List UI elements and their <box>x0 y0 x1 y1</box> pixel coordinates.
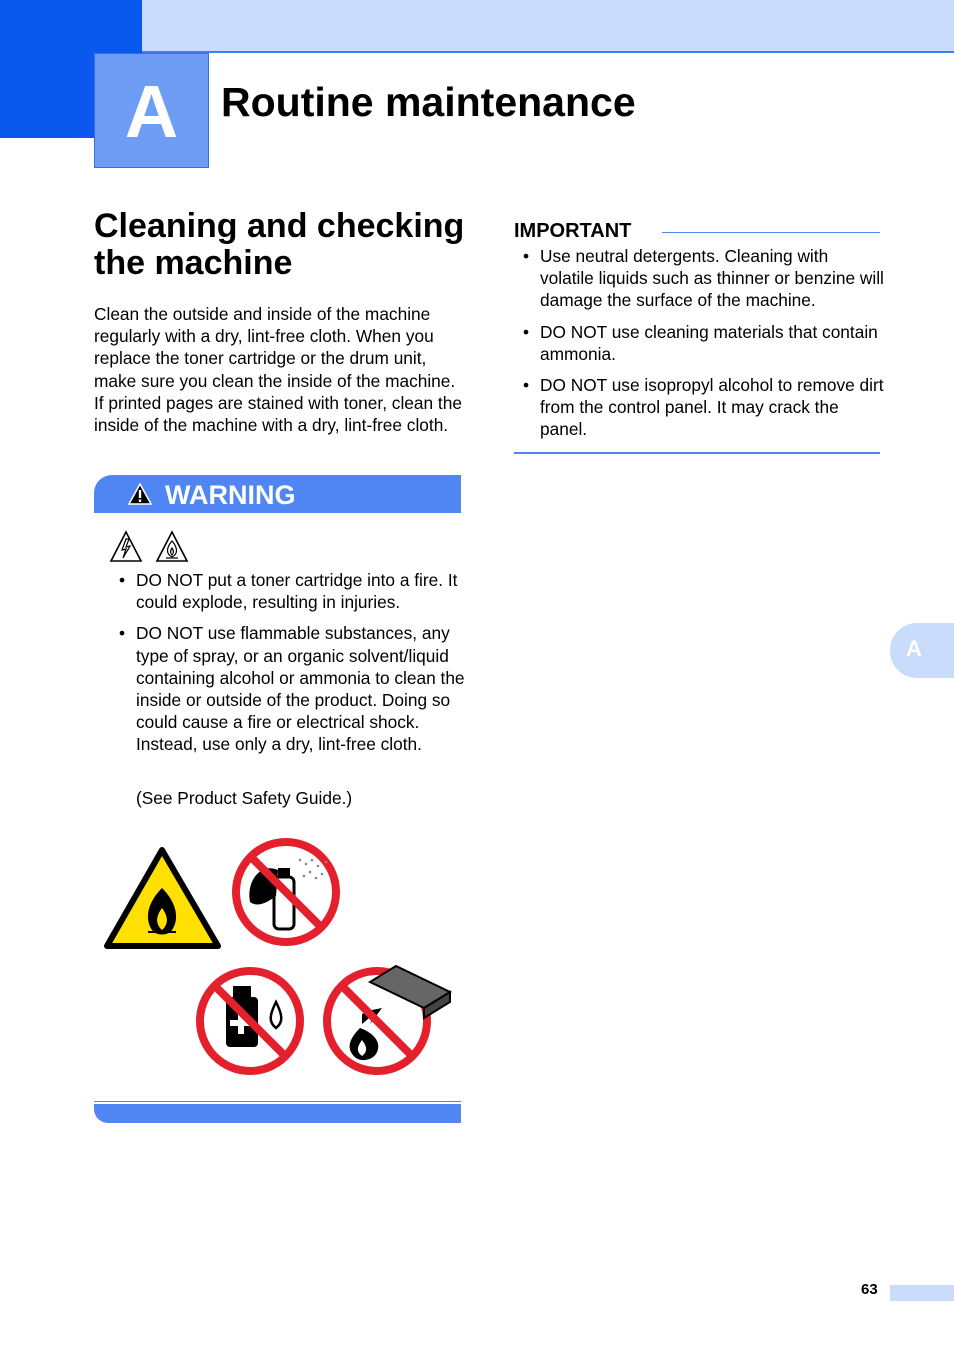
page-number: 63 <box>861 1281 878 1298</box>
warning-end-rule <box>94 1101 461 1102</box>
important-end-rule <box>514 452 880 454</box>
chapter-title: Routine maintenance <box>221 79 636 125</box>
safety-illustrations <box>100 832 460 1082</box>
intro-paragraph: Clean the outside and inside of the machine regularly with a dry, lint-free cloth. When you replace the toner cartridge or the drum unit, make sure you clean the inside of the machine. If printed pages are stained with toner, clean the inside of the machine with a dry, lint-free cloth. <box>94 304 462 436</box>
list-item: • DO NOT use isopropyl alcohol to remove dirt from the control panel. It may crack the panel. <box>498 374 884 441</box>
chapter-letter-box: A <box>94 53 209 168</box>
no-spray-sign <box>236 842 336 942</box>
list-item: • DO NOT put a toner cartridge into a fire. It could explode, resulting in injuries. <box>94 569 466 613</box>
warning-label: WARNING <box>165 480 296 510</box>
header-band <box>0 0 954 52</box>
warning-end-bar <box>94 1104 461 1123</box>
side-tab-label: A <box>906 636 922 661</box>
chapter-side-tab <box>890 623 954 678</box>
electrical-shock-hazard-icon <box>111 532 141 561</box>
warning-list <box>94 569 466 765</box>
warning-triangle-icon <box>128 483 152 505</box>
page-number-bar <box>890 1285 954 1301</box>
important-title: IMPORTANT <box>514 220 632 242</box>
no-solvent-sign <box>200 971 300 1071</box>
list-item: • DO NOT use cleaning materials that contain ammonia. <box>498 321 884 365</box>
fire-hazard-icon <box>157 532 187 561</box>
fire-warning-sign <box>107 850 218 946</box>
list-item: • DO NOT use flammable substances, any type of spray, or an organic solvent/liquid containing alcohol or ammonia to clean the inside or outside of the product. Doing so could cause a fire or electrical shock. Instead, use only a dry, lint-free cloth. <box>94 622 466 755</box>
list-item: • Use neutral detergents. Cleaning with volatile liquids such as thinner or benzine will damage the surface of the machine. <box>498 245 884 312</box>
see-also-note: (See Product Safety Guide.) <box>136 788 353 808</box>
no-cartridge-in-fire-sign <box>327 966 450 1071</box>
important-list <box>498 245 884 450</box>
header-rule <box>142 51 954 53</box>
section-title: Cleaning and checking the machine <box>94 207 465 282</box>
important-rule <box>662 232 880 233</box>
hazard-icons <box>108 530 192 564</box>
